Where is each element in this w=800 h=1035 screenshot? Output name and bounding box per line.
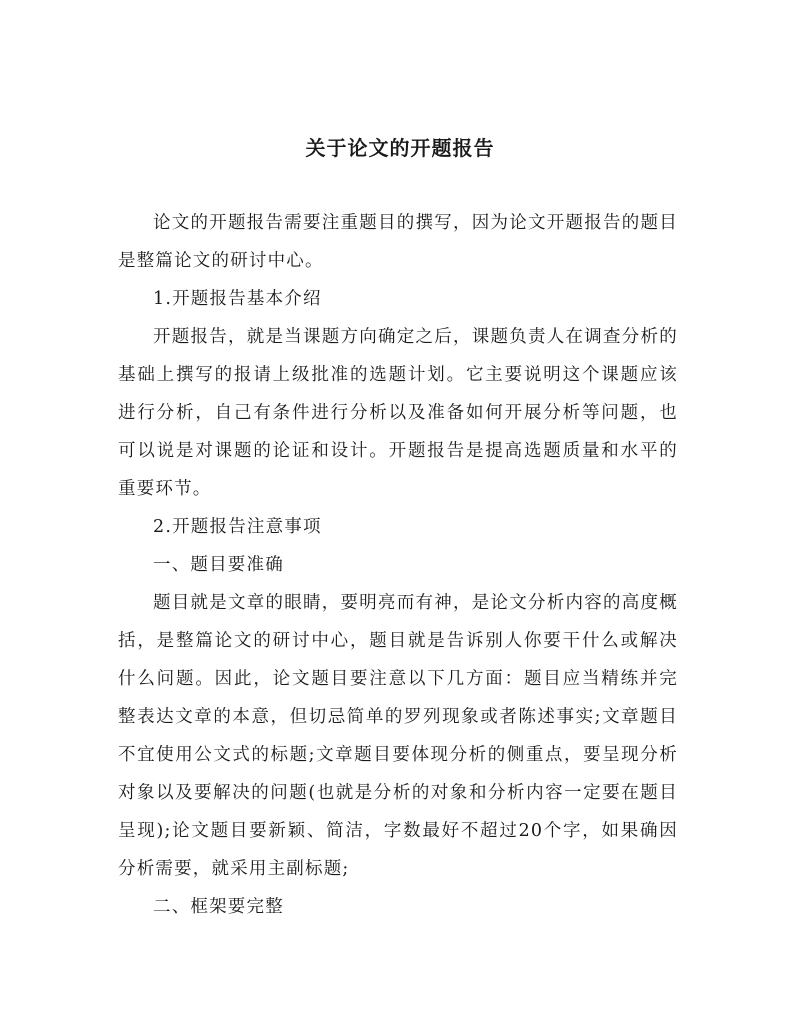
document-body [118, 204, 678, 926]
definition-paragraph: 开题报告，就是当课题方向确定之后，课题负责人在调查分析的基础上撰写的报请上级批准的选题计划。它主要说明这个课题应该进行分析，自己有条件进行分析以及准备如何开展分析等问题，也可以说是对课题的论证和设计。开题报告是提高选题质量和水平的重要环节。 [118, 327, 678, 499]
subsection-heading-2: 二、框架要完整 [153, 897, 284, 917]
subsection-heading-1: 一、题目要准确 [153, 555, 284, 575]
section-heading-2: 2.开题报告注意事项 [153, 517, 322, 537]
section-heading-1: 1.开题报告基本介绍 [153, 289, 322, 309]
intro-paragraph: 论文的开题报告需要注重题目的撰写，因为论文开题报告的题目是整篇论文的研讨中心。 [118, 213, 678, 271]
document-title: 关于论文的开题报告 [305, 136, 495, 160]
title-requirements-paragraph: 题目就是文章的眼睛，要明亮而有神，是论文分析内容的高度概括，是整篇论文的研讨中心，题目就是告诉别人你要干什么或解决什么问题。因此，论文题目要注意以下几方面：题目应当精练并完整表达文章的本意，但切忌简单的罗列现象或者陈述事实;文章题目不宜使用公文式的标题;文章题目要体现分析的侧重点，要呈现分析对象以及要解决的问题(也就是分析的对象和分析内容一定要在题目呈现);论文题目要新颖、简洁，字数最好不超过20个字，如果确因分析需要，就采用主副标题; [118, 593, 678, 879]
